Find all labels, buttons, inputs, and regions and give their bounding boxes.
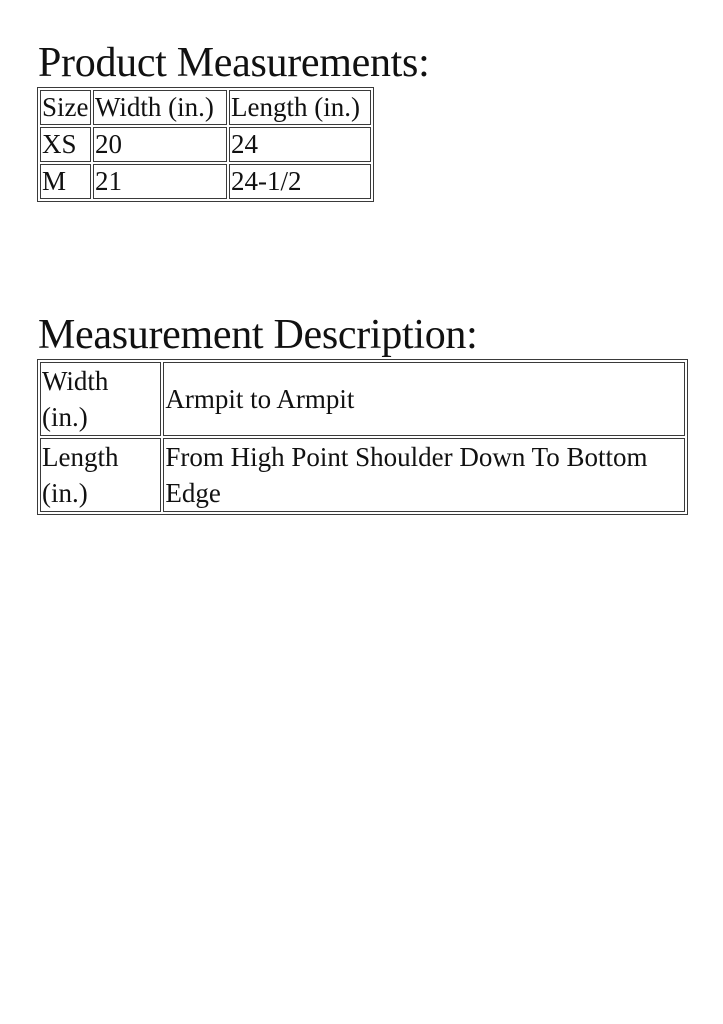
table-row [40, 127, 371, 162]
measurement-name-cell: Length (in.) [40, 438, 161, 512]
size-cell: M [40, 164, 91, 199]
size-cell: XS [40, 127, 91, 162]
length-cell: 24 [229, 127, 371, 162]
measurement-name-cell: Width (in.) [40, 362, 161, 436]
measurement-description-cell: Armpit to Armpit [163, 362, 685, 436]
header-length: Length (in.) [229, 90, 371, 125]
product-measurements-table [37, 87, 374, 202]
header-size: Size [40, 90, 91, 125]
length-cell: 24-1/2 [229, 164, 371, 199]
table-header-row [40, 90, 371, 125]
width-cell: 20 [93, 127, 227, 162]
header-width: Width (in.) [93, 90, 227, 125]
measurement-description-cell: From High Point Shoulder Down To Bottom Edge [163, 438, 685, 512]
table-row [40, 164, 371, 199]
measurement-description-title: Measurement Description: [38, 312, 478, 358]
table-row [40, 438, 685, 512]
table-row [40, 362, 685, 436]
measurement-description-table [37, 359, 688, 515]
width-cell: 21 [93, 164, 227, 199]
product-measurements-title: Product Measurements: [38, 40, 430, 86]
